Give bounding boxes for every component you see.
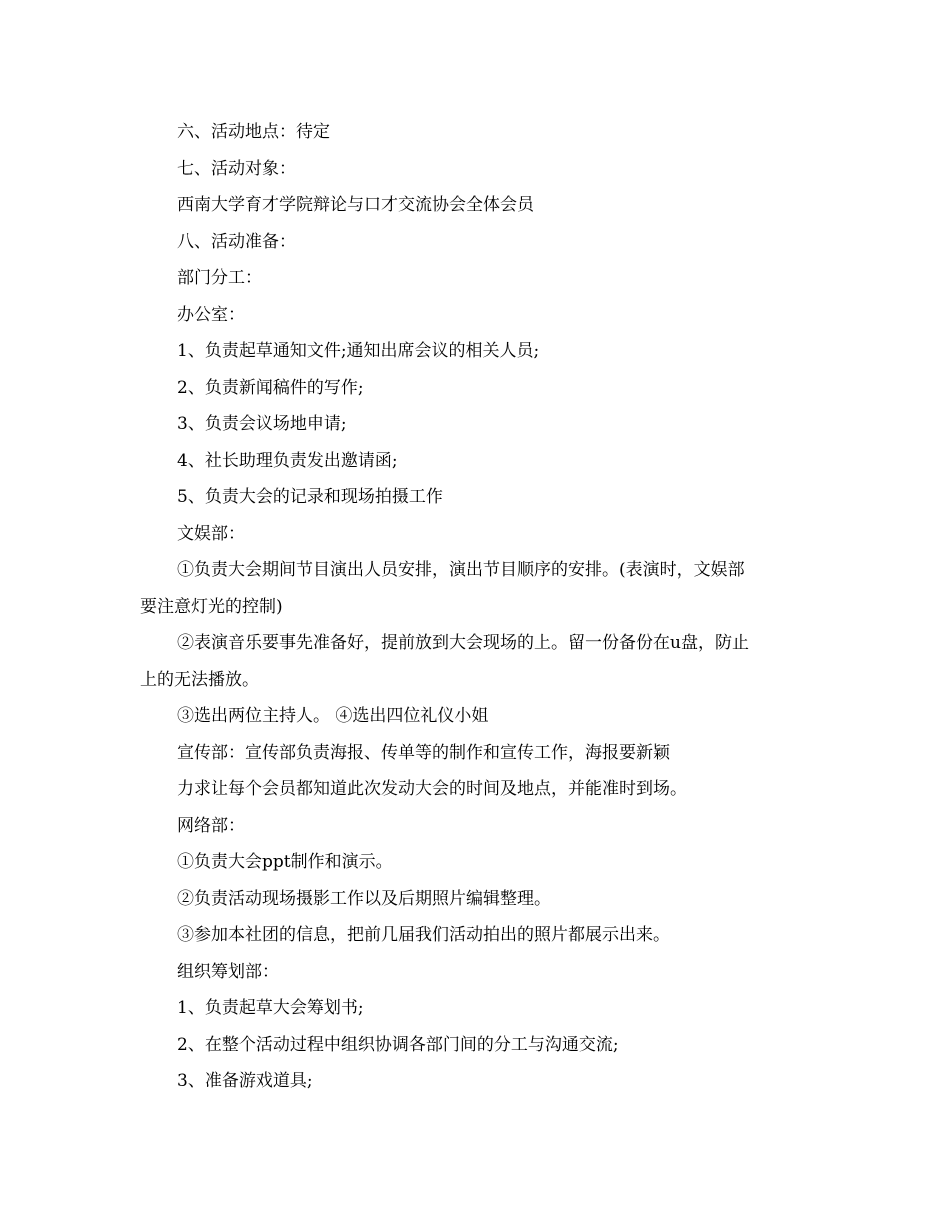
text-line: 文娱部： [177, 523, 245, 544]
text-line: 1、负责起草通知文件;通知出席会议的相关人员; [177, 341, 540, 361]
text-line: 网络部： [177, 815, 245, 836]
text-line: 2、负责新闻稿件的写作; [177, 377, 364, 398]
text-line: 5、负责大会的记录和现场拍摄工作 [177, 487, 443, 507]
text-line: 3、准备游戏道具; [177, 1071, 313, 1091]
text-line: 八、活动准备： [177, 231, 296, 252]
paragraph-line: 要注意灯光的控制) [140, 596, 283, 617]
text-line: 部门分工： [177, 268, 262, 288]
paragraph-line: ②表演音乐要事先准备好，提前放到大会现场的上。留一份备份在u盘，防止 [177, 633, 749, 653]
paragraph-line: ①负责大会期间节目演出人员安排，演出节目顺序的安排。(表演时，文娱部 [177, 560, 745, 580]
paragraph-entertainment-2 [140, 625, 820, 698]
text-line: ①负责大会ppt制作和演示。 [177, 852, 393, 872]
text-line: 3、负责会议场地申请; [177, 414, 347, 434]
paragraph-line: 上的无法播放。 [140, 669, 259, 690]
text-line: 4、社长助理负责发出邀请函; [177, 450, 398, 471]
text-line: 组织筹划部： [177, 961, 279, 982]
text-line: 1、负责起草大会筹划书; [177, 998, 364, 1018]
text-line: ③选出两位主持人。 ④选出四位礼仪小姐 [177, 706, 489, 726]
document-body [140, 114, 820, 1100]
text-line: 六、活动地点：待定 [177, 122, 330, 142]
text-line: ②负责活动现场摄影工作以及后期照片编辑整理。 [177, 888, 551, 909]
text-line: 七、活动对象： [177, 158, 296, 179]
text-line: 西南大学育才学院辩论与口才交流协会全体会员 [177, 195, 534, 215]
text-line: 力求让每个会员都知道此次发动大会的时间及地点，并能准时到场。 [177, 779, 687, 799]
text-line: 2、在整个活动过程中组织协调各部门间的分工与沟通交流; [177, 1034, 619, 1055]
text-line: ③参加本社团的信息，把前几届我们活动拍出的照片都展示出来。 [177, 925, 670, 945]
text-line: 宣传部：宣传部负责海报、传单等的制作和宣传工作，海报要新颖 [177, 742, 670, 763]
paragraph-entertainment-1 [140, 552, 820, 625]
text-line: 办公室： [177, 304, 245, 325]
